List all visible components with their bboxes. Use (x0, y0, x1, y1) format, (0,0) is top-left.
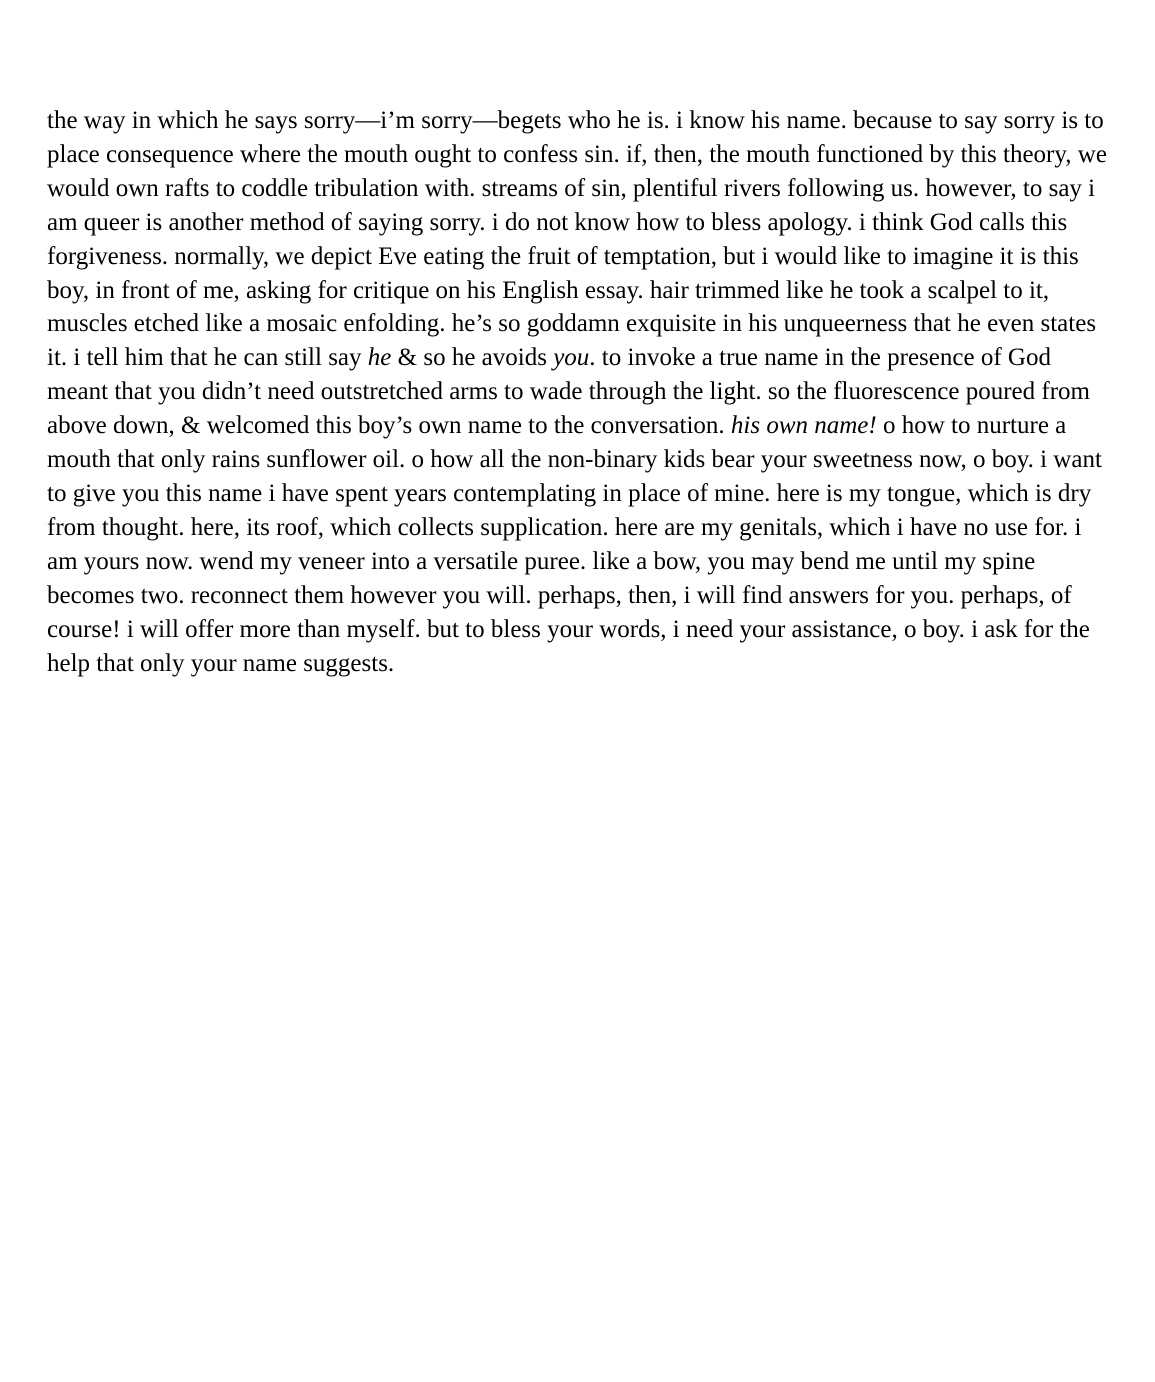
document-page (47, 104, 1111, 680)
poem-text-segment: the way in which he says sorry—i’m sorry—begets who he is. i know his name. because to say sorry is to place consequence where the mouth ought to confess sin. if, then, the mouth functioned by this theory, we would own rafts to coddle tribulation with. streams of sin, plentiful rivers following us. however, to say i am queer is another method of saying sorry. i do not know how to bless apology. i think God calls this forgiveness. normally, we depict Eve eating the fruit of temptation, but i would like to imagine it is this boy, in front of me, asking for critique on his English essay. hair trimmed like he took a scalpel to it, muscles etched like a mosaic enfolding. he’s so goddamn exquisite in his unqueerness that he even states it. i tell him that he can still say (47, 107, 1107, 372)
poem-italic-his-own-name: his own name! (730, 412, 877, 440)
poem-text-segment: o how to nurture a mouth that only rains sunflower oil. o how all the non-binary kids bear your sweetness now, o boy. i want to give you this name i have spent years contemplating in place of mine. here is my tongue, which is dry from thought. here, its roof, which collects supplication. here are my genitals, which i have no use for. i am yours now. wend my veneer into a versatile puree. like a bow, you may bend me until my spine becomes two. reconnect them however you will. perhaps, then, i will find answers for you. perhaps, of course! i will offer more than myself. but to bless your words, i need your assistance, o boy. i ask for the help that only your name suggests. (47, 412, 1102, 677)
poem-italic-you: you (553, 344, 590, 372)
poem-text-segment: . to invoke a true name in the presence of God meant that you didn’t need outstretched arms to wade through the light. so the fluorescence poured from above down, & welcomed this boy’s own name to the conversation. (47, 344, 1090, 440)
poem-italic-he: he (367, 344, 392, 372)
poem-paragraph (47, 104, 1111, 680)
poem-text-segment: & so he avoids (391, 344, 554, 372)
